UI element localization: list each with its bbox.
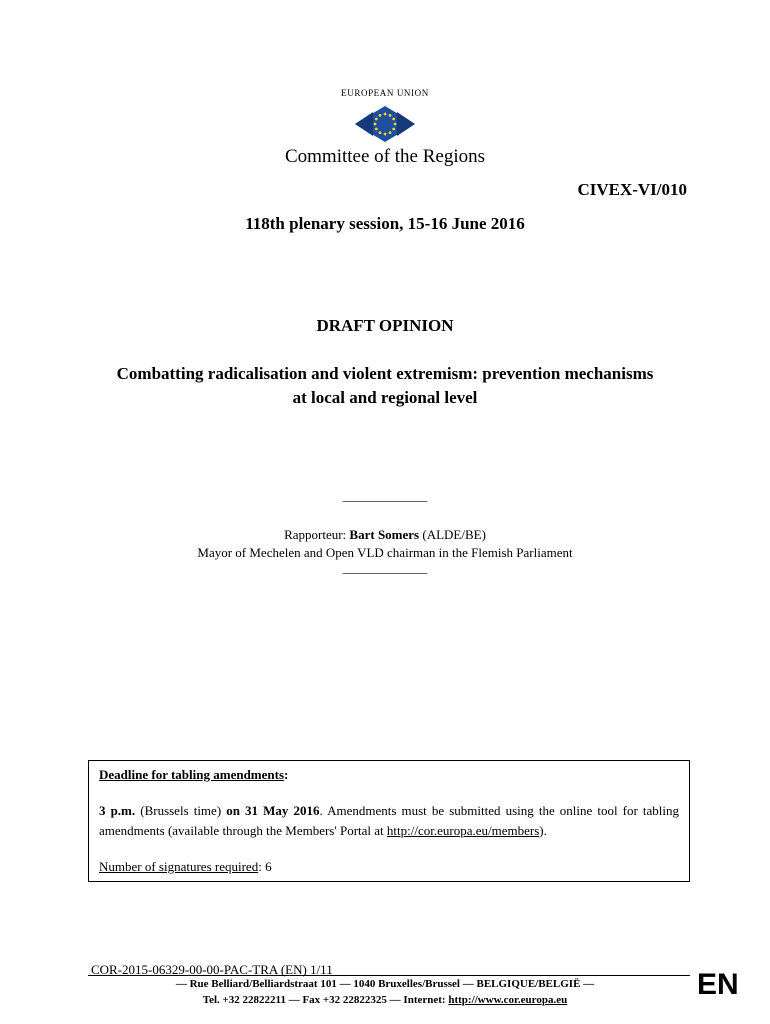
rapporteur-group: (ALDE/BE): [419, 527, 486, 542]
logo-star-icon: [389, 114, 392, 117]
deadline-heading: Deadline for tabling amendments: [99, 767, 285, 782]
logo-star-icon: [384, 133, 387, 136]
logo-star-icon: [374, 123, 377, 126]
logo-star-icon: [394, 123, 397, 126]
rapporteur-line: [0, 527, 770, 543]
logo-star-icon: [375, 128, 378, 131]
footer-website-link[interactable]: http://www.cor.europa.eu: [448, 994, 568, 1006]
footer-contact: [0, 994, 770, 1006]
signatures-required: [99, 859, 679, 875]
european-union-label: EUROPEAN UNION: [341, 88, 429, 98]
footer-contact-text: Tel. +32 22822211 — Fax +32 22822325 — Internet:: [202, 994, 449, 1006]
deadline-heading-colon: :: [284, 767, 289, 782]
logo-star-icon: [392, 118, 395, 121]
logo-wing-right: [397, 112, 415, 136]
subject-line-2: at local and regional level: [292, 388, 478, 407]
rapporteur-role: Mayor of Mechelen and Open VLD chairman in the Flemish Parliament: [197, 545, 573, 560]
footer-address: — Rue Belliard/Belliardstraat 101 — 1040 Bruxelles/Brussel — BELGIQUE/BELGIË —: [175, 978, 595, 990]
deadline-text: [99, 801, 679, 841]
rapporteur-prefix: Rapporteur:: [284, 527, 350, 542]
deadline-instructions: . Amendments must be submitted using the online tool for tabling amendments (available through the Members' Portal at: [99, 803, 680, 838]
document-type: DRAFT OPINION: [316, 316, 454, 335]
logo-star-icon: [375, 118, 378, 121]
logo-wing-left: [355, 112, 373, 136]
separator-top: _____________: [342, 488, 428, 503]
separator-bottom: _____________: [342, 560, 428, 575]
deadline-time: 3 p.m.: [99, 803, 136, 818]
amendments-deadline-box: [88, 760, 690, 882]
language-code: EN: [697, 968, 739, 1001]
committee-name: Committee of the Regions: [284, 146, 485, 167]
plenary-session: 118th plenary session, 15-16 June 2016: [245, 214, 525, 233]
document-reference: CIVEX-VI/010: [577, 180, 687, 199]
logo-star-icon: [392, 128, 395, 131]
logo-star-icon: [379, 131, 382, 134]
logo-star-icon: [389, 131, 392, 134]
rapporteur-name: Bart Somers: [349, 527, 420, 542]
members-portal-link[interactable]: http://cor.europa.eu/members: [386, 823, 540, 838]
eu-header: [0, 88, 770, 168]
signatures-value: : 6: [258, 859, 272, 874]
deadline-heading-row: [99, 767, 679, 783]
signatures-label: Number of signatures required: [99, 859, 259, 874]
footer-rule: [88, 975, 690, 976]
deadline-text-end: ).: [539, 823, 547, 838]
logo-star-icon: [384, 113, 387, 116]
cor-logo-icon: [353, 104, 417, 144]
logo-star-icon: [379, 114, 382, 117]
deadline-timezone: (Brussels time): [135, 803, 227, 818]
footer-document-code: COR-2015-06329-00-00-PAC-TRA (EN) 1/11: [91, 962, 333, 977]
subject-line-1: Combatting radicalisation and violent extremism: prevention mechanisms: [116, 364, 654, 383]
deadline-date: on 31 May 2016: [226, 803, 320, 818]
opinion-subject: [85, 362, 685, 410]
